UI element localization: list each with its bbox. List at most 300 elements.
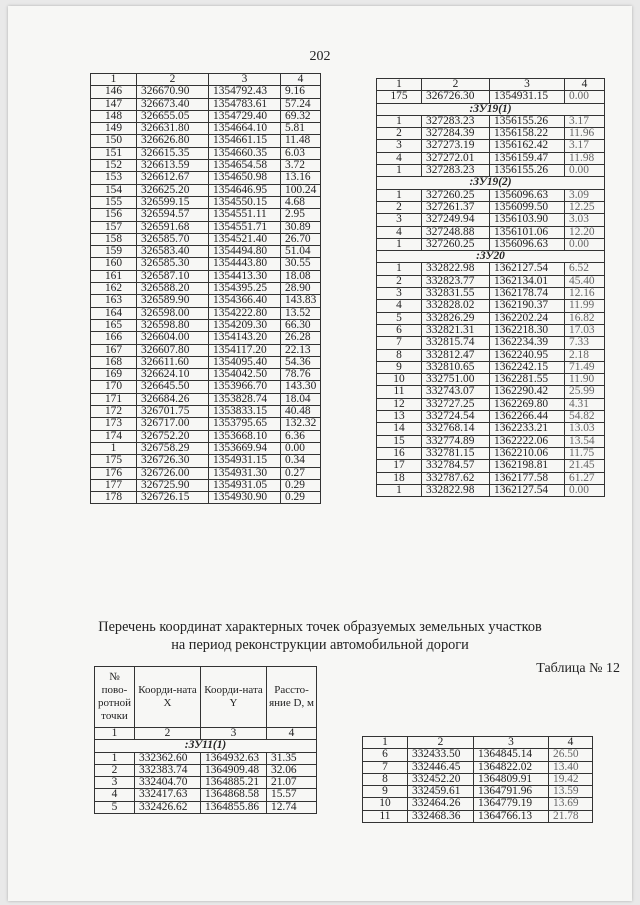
point-number: 1 xyxy=(377,263,422,275)
column-number: 4 xyxy=(281,74,321,86)
point-number: 3 xyxy=(377,214,422,226)
coordinate-y: 1364885.21 xyxy=(201,777,267,789)
column-number: 2 xyxy=(408,737,474,749)
table-row xyxy=(91,381,321,393)
table-row xyxy=(377,91,605,103)
coordinate-y: 1354443.80 xyxy=(209,258,281,270)
coordinate-y: 1362234.39 xyxy=(490,337,565,349)
coordinate-y: 1362218.30 xyxy=(490,324,565,336)
table-row xyxy=(91,455,321,467)
table-row xyxy=(91,172,321,184)
distance: 12.16 xyxy=(565,288,605,300)
point-number: 175 xyxy=(377,91,422,103)
coordinate-x: 332468.36 xyxy=(408,810,474,822)
zone-header-row xyxy=(377,103,605,115)
coordinates-table-bottom-right xyxy=(362,736,593,823)
coordinates-table-bottom-left xyxy=(94,666,317,814)
distance: 12.20 xyxy=(565,226,605,238)
table-row xyxy=(377,484,605,496)
point-number: 178 xyxy=(91,492,137,504)
table-row xyxy=(95,752,317,764)
coordinate-y: 1354366.40 xyxy=(209,295,281,307)
coordinate-y: 1364822.02 xyxy=(474,761,549,773)
point-number: 163 xyxy=(91,295,137,307)
coordinate-x: 332781.15 xyxy=(422,447,490,459)
column-number: 3 xyxy=(490,79,565,91)
coordinate-y: 1364932.63 xyxy=(201,752,267,764)
table-row xyxy=(363,773,593,785)
coordinate-y: 1354646.95 xyxy=(209,184,281,196)
distance: 0.00 xyxy=(565,238,605,250)
coordinate-y: 1362233.21 xyxy=(490,423,565,435)
coordinate-y: 1354494.80 xyxy=(209,246,281,258)
coordinate-x: 326589.90 xyxy=(137,295,209,307)
coordinate-y: 1362177.58 xyxy=(490,472,565,484)
distance: 71.49 xyxy=(565,361,605,373)
coordinate-y: 1362198.81 xyxy=(490,460,565,472)
distance: 54.36 xyxy=(281,356,321,368)
column-title: Рассто-яние D, м xyxy=(267,667,317,728)
point-number: 10 xyxy=(363,798,408,810)
table-row xyxy=(377,337,605,349)
coordinate-x: 332784.57 xyxy=(422,460,490,472)
point-number: 6 xyxy=(377,324,422,336)
page-number: 202 xyxy=(309,49,331,64)
table-row xyxy=(91,233,321,245)
coordinate-y: 1354650.98 xyxy=(209,172,281,184)
table-row xyxy=(91,479,321,491)
coordinate-x: 332810.65 xyxy=(422,361,490,373)
coordinate-x: 326717.00 xyxy=(137,418,209,430)
point-number: 172 xyxy=(91,406,137,418)
point-number: 1 xyxy=(377,115,422,127)
table-row xyxy=(377,152,605,164)
coordinate-x: 327272.01 xyxy=(422,152,490,164)
table-row xyxy=(377,411,605,423)
point-number: 9 xyxy=(363,786,408,798)
coordinate-y: 1362202.24 xyxy=(490,312,565,324)
distance: 45.40 xyxy=(565,275,605,287)
column-number: 1 xyxy=(377,79,422,91)
coordinate-x: 326626.80 xyxy=(137,135,209,147)
coordinate-y: 1364766.13 xyxy=(474,810,549,822)
table-row xyxy=(377,398,605,410)
table-row xyxy=(377,460,605,472)
point-number: 2 xyxy=(377,128,422,140)
coordinate-x: 332433.50 xyxy=(408,749,474,761)
point-number: 1 xyxy=(95,752,135,764)
point-number: 156 xyxy=(91,209,137,221)
distance: 0.00 xyxy=(281,442,321,454)
distance: 12.74 xyxy=(267,801,317,813)
distance: 30.89 xyxy=(281,221,321,233)
coordinate-x: 332404.70 xyxy=(135,777,201,789)
distance: 69.32 xyxy=(281,110,321,122)
distance: 22.13 xyxy=(281,344,321,356)
distance: 132.32 xyxy=(281,418,321,430)
distance: 17.03 xyxy=(565,324,605,336)
table-row xyxy=(377,472,605,484)
distance: 21.45 xyxy=(565,460,605,472)
distance: 11.75 xyxy=(565,447,605,459)
point-number: 1 xyxy=(91,442,137,454)
column-number: 1 xyxy=(91,74,137,86)
point-number: 174 xyxy=(91,430,137,442)
column-number: 4 xyxy=(549,737,593,749)
coordinate-y: 1354660.35 xyxy=(209,147,281,159)
coordinate-x: 326612.67 xyxy=(137,172,209,184)
zone-name: :ЗУ19(1) xyxy=(377,103,605,115)
coordinate-x: 326598.80 xyxy=(137,319,209,331)
coordinate-y: 1356162.42 xyxy=(490,140,565,152)
point-number: 173 xyxy=(91,418,137,430)
point-number: 1 xyxy=(377,189,422,201)
coordinate-y: 1364779.19 xyxy=(474,798,549,810)
table-row xyxy=(91,147,321,159)
point-number: 3 xyxy=(95,777,135,789)
coordinate-x: 326655.05 xyxy=(137,110,209,122)
distance: 4.68 xyxy=(281,196,321,208)
coordinate-y: 1364845.14 xyxy=(474,749,549,761)
column-title: Коорди-ната Y xyxy=(201,667,267,728)
distance: 21.07 xyxy=(267,777,317,789)
coordinate-x: 332417.63 xyxy=(135,789,201,801)
point-number: 11 xyxy=(377,386,422,398)
coordinate-x: 332822.98 xyxy=(422,263,490,275)
table-row xyxy=(91,135,321,147)
distance: 11.48 xyxy=(281,135,321,147)
column-number: 3 xyxy=(201,728,267,740)
table-row xyxy=(377,361,605,373)
table-row xyxy=(91,406,321,418)
coordinate-x: 327260.25 xyxy=(422,238,490,250)
column-title: Коорди-ната X xyxy=(135,667,201,728)
coordinate-y: 1354931.15 xyxy=(490,91,565,103)
column-number: 1 xyxy=(95,728,135,740)
point-number: 176 xyxy=(91,467,137,479)
distance: 13.59 xyxy=(549,786,593,798)
point-number: 5 xyxy=(377,312,422,324)
table-row xyxy=(91,356,321,368)
distance: 13.52 xyxy=(281,307,321,319)
coordinate-y: 1362290.42 xyxy=(490,386,565,398)
table-row xyxy=(377,288,605,300)
coordinate-y: 1356099.50 xyxy=(490,201,565,213)
point-number: 3 xyxy=(377,140,422,152)
point-number: 3 xyxy=(377,288,422,300)
table-row xyxy=(91,393,321,405)
coordinate-y: 1354521.40 xyxy=(209,233,281,245)
coordinate-y: 1362127.54 xyxy=(490,484,565,496)
coordinate-y: 1362134.01 xyxy=(490,275,565,287)
coordinate-y: 1354661.15 xyxy=(209,135,281,147)
coordinate-x: 326607.80 xyxy=(137,344,209,356)
distance: 13.69 xyxy=(549,798,593,810)
coordinate-y: 1362222.06 xyxy=(490,435,565,447)
distance: 11.99 xyxy=(565,300,605,312)
point-number: 7 xyxy=(363,761,408,773)
column-number: 3 xyxy=(209,74,281,86)
point-number: 159 xyxy=(91,246,137,258)
point-number: 169 xyxy=(91,369,137,381)
column-number-row xyxy=(363,737,593,749)
column-number: 1 xyxy=(363,737,408,749)
distance: 0.29 xyxy=(281,492,321,504)
point-number: 158 xyxy=(91,233,137,245)
column-title: № пово-ротной точки xyxy=(95,667,135,728)
zone-name: :ЗУ19(2) xyxy=(377,177,605,189)
coordinate-x: 332446.45 xyxy=(408,761,474,773)
distance: 0.27 xyxy=(281,467,321,479)
point-number: 164 xyxy=(91,307,137,319)
distance: 26.28 xyxy=(281,332,321,344)
point-number: 4 xyxy=(377,226,422,238)
table-row xyxy=(363,749,593,761)
coordinate-x: 327249.94 xyxy=(422,214,490,226)
coordinate-x: 326631.80 xyxy=(137,123,209,135)
point-number: 175 xyxy=(91,455,137,467)
column-number: 2 xyxy=(422,79,490,91)
table-row xyxy=(91,184,321,196)
coordinate-y: 1356103.90 xyxy=(490,214,565,226)
coordinate-y: 1362210.06 xyxy=(490,447,565,459)
distance: 28.90 xyxy=(281,283,321,295)
table-row xyxy=(91,86,321,98)
coordinate-x: 332812.47 xyxy=(422,349,490,361)
coordinate-y: 1354930.90 xyxy=(209,492,281,504)
table-row xyxy=(377,165,605,177)
table-row xyxy=(91,209,321,221)
point-number: 168 xyxy=(91,356,137,368)
coordinate-x: 327260.25 xyxy=(422,189,490,201)
zone-name: :ЗУ11(1) xyxy=(95,740,317,752)
coordinate-y: 1354551.11 xyxy=(209,209,281,221)
distance: 18.04 xyxy=(281,393,321,405)
distance: 3.03 xyxy=(565,214,605,226)
coordinate-x: 326625.20 xyxy=(137,184,209,196)
coordinate-x: 332383.74 xyxy=(135,764,201,776)
coordinate-x: 332743.07 xyxy=(422,386,490,398)
coordinate-y: 1354664.10 xyxy=(209,123,281,135)
coordinate-y: 1364868.58 xyxy=(201,789,267,801)
coordinate-y: 1356155.26 xyxy=(490,115,565,127)
coordinate-y: 1353966.70 xyxy=(209,381,281,393)
point-number: 11 xyxy=(363,810,408,822)
distance: 0.34 xyxy=(281,455,321,467)
table-row xyxy=(377,447,605,459)
distance: 11.98 xyxy=(565,152,605,164)
point-number: 171 xyxy=(91,393,137,405)
point-number: 1 xyxy=(377,238,422,250)
table-row xyxy=(91,467,321,479)
point-number: 170 xyxy=(91,381,137,393)
coordinate-y: 1356101.06 xyxy=(490,226,565,238)
table-row xyxy=(377,423,605,435)
coordinate-y: 1354413.30 xyxy=(209,270,281,282)
distance: 13.40 xyxy=(549,761,593,773)
table-row xyxy=(91,160,321,172)
distance: 7.33 xyxy=(565,337,605,349)
coordinate-y: 1353833.15 xyxy=(209,406,281,418)
coordinate-y: 1362281.55 xyxy=(490,374,565,386)
distance: 54.82 xyxy=(565,411,605,423)
distance: 3.72 xyxy=(281,160,321,172)
coordinate-y: 1356158.22 xyxy=(490,128,565,140)
point-number: 18 xyxy=(377,472,422,484)
table-row xyxy=(377,115,605,127)
distance: 143.30 xyxy=(281,381,321,393)
coordinate-y: 1362269.80 xyxy=(490,398,565,410)
point-number: 161 xyxy=(91,270,137,282)
distance: 100.24 xyxy=(281,184,321,196)
distance: 0.29 xyxy=(281,479,321,491)
point-number: 148 xyxy=(91,110,137,122)
caption-line-1: Перечень координат характерных точек образуемых земельных участков xyxy=(98,619,542,635)
distance: 57.24 xyxy=(281,98,321,110)
coordinate-x: 326615.35 xyxy=(137,147,209,159)
distance: 0.00 xyxy=(565,484,605,496)
point-number: 2 xyxy=(377,201,422,213)
distance: 0.00 xyxy=(565,91,605,103)
point-number: 149 xyxy=(91,123,137,135)
table-row xyxy=(377,275,605,287)
coordinate-x: 332459.61 xyxy=(408,786,474,798)
table-row xyxy=(91,258,321,270)
coordinate-y: 1362266.44 xyxy=(490,411,565,423)
table-row xyxy=(91,332,321,344)
point-number: 177 xyxy=(91,479,137,491)
coordinate-x: 326726.00 xyxy=(137,467,209,479)
zone-header-row xyxy=(95,740,317,752)
table-row xyxy=(363,761,593,773)
column-number: 3 xyxy=(474,737,549,749)
table-row xyxy=(377,300,605,312)
table-row xyxy=(377,189,605,201)
coordinate-x: 326624.10 xyxy=(137,369,209,381)
point-number: 165 xyxy=(91,319,137,331)
point-number: 1 xyxy=(377,165,422,177)
coordinate-x: 332823.77 xyxy=(422,275,490,287)
coordinate-y: 1364791.96 xyxy=(474,786,549,798)
distance: 2.95 xyxy=(281,209,321,221)
table-row xyxy=(377,128,605,140)
column-number: 2 xyxy=(135,728,201,740)
distance: 51.04 xyxy=(281,246,321,258)
table-row xyxy=(91,221,321,233)
distance: 61.27 xyxy=(565,472,605,484)
coordinate-x: 332768.14 xyxy=(422,423,490,435)
table-row xyxy=(91,344,321,356)
distance: 16.82 xyxy=(565,312,605,324)
coordinate-x: 327248.88 xyxy=(422,226,490,238)
coordinate-y: 1353828.74 xyxy=(209,393,281,405)
document-page xyxy=(8,6,632,901)
coordinate-x: 327283.23 xyxy=(422,165,490,177)
distance: 0.00 xyxy=(565,165,605,177)
point-number: 2 xyxy=(377,275,422,287)
point-number: 166 xyxy=(91,332,137,344)
distance: 11.96 xyxy=(565,128,605,140)
distance: 4.31 xyxy=(565,398,605,410)
table-row xyxy=(91,270,321,282)
coordinate-y: 1354095.40 xyxy=(209,356,281,368)
point-number: 151 xyxy=(91,147,137,159)
column-number: 4 xyxy=(565,79,605,91)
point-number: 167 xyxy=(91,344,137,356)
coordinate-y: 1354143.20 xyxy=(209,332,281,344)
coordinate-y: 1356159.47 xyxy=(490,152,565,164)
distance: 26.50 xyxy=(549,749,593,761)
distance: 3.09 xyxy=(565,189,605,201)
coordinate-x: 332751.00 xyxy=(422,374,490,386)
point-number: 155 xyxy=(91,196,137,208)
coordinate-x: 326583.40 xyxy=(137,246,209,258)
coordinate-y: 1362190.37 xyxy=(490,300,565,312)
point-number: 4 xyxy=(377,152,422,164)
table-row xyxy=(91,418,321,430)
point-number: 8 xyxy=(377,349,422,361)
coordinate-y: 1364809.91 xyxy=(474,773,549,785)
zone-header-row xyxy=(377,177,605,189)
table-row xyxy=(377,374,605,386)
distance: 3.17 xyxy=(565,140,605,152)
table-row xyxy=(91,98,321,110)
coordinate-y: 1354042.50 xyxy=(209,369,281,381)
coordinate-y: 1353668.10 xyxy=(209,430,281,442)
table-row xyxy=(377,238,605,250)
distance: 6.03 xyxy=(281,147,321,159)
coordinate-y: 1353795.65 xyxy=(209,418,281,430)
coordinate-y: 1354729.40 xyxy=(209,110,281,122)
distance: 25.99 xyxy=(565,386,605,398)
coordinate-y: 1354551.71 xyxy=(209,221,281,233)
distance: 13.16 xyxy=(281,172,321,184)
distance: 30.55 xyxy=(281,258,321,270)
coordinate-x: 326604.00 xyxy=(137,332,209,344)
coordinate-y: 1354209.30 xyxy=(209,319,281,331)
point-number: 6 xyxy=(363,749,408,761)
coordinate-x: 332821.31 xyxy=(422,324,490,336)
point-number: 152 xyxy=(91,160,137,172)
distance: 78.76 xyxy=(281,369,321,381)
coordinate-x: 326591.68 xyxy=(137,221,209,233)
table-row xyxy=(91,110,321,122)
coordinate-y: 1354792.43 xyxy=(209,86,281,98)
distance: 13.03 xyxy=(565,423,605,435)
coordinate-y: 1354783.61 xyxy=(209,98,281,110)
coordinate-y: 1356155.26 xyxy=(490,165,565,177)
distance: 6.36 xyxy=(281,430,321,442)
table-row xyxy=(91,430,321,442)
table-row xyxy=(377,214,605,226)
coordinate-y: 1362127.54 xyxy=(490,263,565,275)
column-number-row xyxy=(91,74,321,86)
point-number: 1 xyxy=(377,484,422,496)
coordinate-x: 326725.90 xyxy=(137,479,209,491)
distance: 15.57 xyxy=(267,789,317,801)
table-row xyxy=(377,324,605,336)
distance: 11.90 xyxy=(565,374,605,386)
coordinates-table-left xyxy=(90,73,321,504)
coordinate-x: 326585.30 xyxy=(137,258,209,270)
coordinate-y: 1354395.25 xyxy=(209,283,281,295)
distance: 66.30 xyxy=(281,319,321,331)
coordinate-y: 1364855.86 xyxy=(201,801,267,813)
table-row xyxy=(363,798,593,810)
coordinate-y: 1354931.30 xyxy=(209,467,281,479)
table-row xyxy=(91,492,321,504)
coordinate-x: 332464.26 xyxy=(408,798,474,810)
